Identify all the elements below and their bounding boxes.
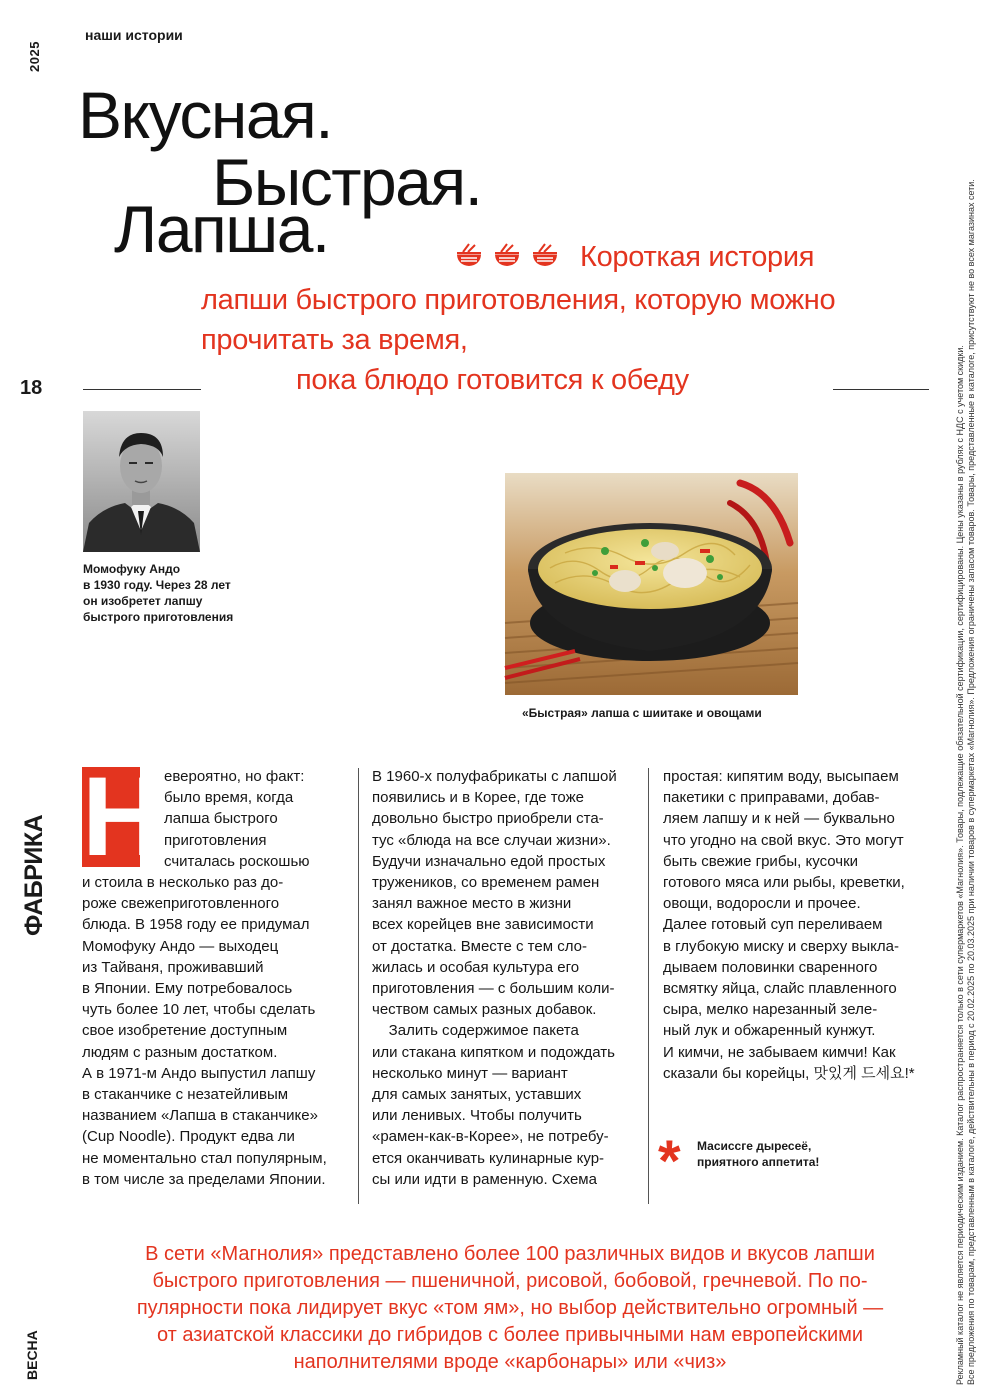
promo-block xyxy=(60,1241,960,1376)
subheadline-line-4: пока блюдо готовится к обеду xyxy=(296,364,689,396)
text-line: всех корейцев вне зависимости xyxy=(372,916,594,934)
article-column-1-bottom xyxy=(82,872,327,1190)
column-divider xyxy=(358,768,359,1204)
subheadline-line-2: лапши быстрого приготовления, которую можно xyxy=(201,284,836,316)
subheadline-line-1: Короткая история xyxy=(580,241,815,273)
text-line: в Японии. Ему потребовалось xyxy=(82,980,293,998)
caption-line: быстрого приготовления xyxy=(83,610,234,624)
headline-line-2: Быстрая. xyxy=(212,145,482,219)
noodle-bowl-photo xyxy=(505,473,798,695)
text-line: блюда. В 1958 году ее придумал xyxy=(82,916,310,934)
rail-brand xyxy=(20,814,50,936)
photo-caption: «Быстрая» лапша с шиитаке и овощами xyxy=(522,706,762,720)
portrait-caption xyxy=(83,561,253,625)
text-line: Будучи изначально едой простых xyxy=(372,852,606,870)
bowl-icons xyxy=(455,243,559,269)
subheadline-line-3: прочитать за время, xyxy=(201,324,468,356)
portrait-illustration xyxy=(83,411,200,552)
text-line: или стакана кипятком и подождать xyxy=(372,1043,615,1061)
text-line: сы или идти в раменную. Схема xyxy=(372,1170,597,1188)
text-line: И кимчи, не забываем кимчи! Как xyxy=(663,1043,896,1061)
text-line: Залить содержимое пакета xyxy=(372,1022,579,1040)
legal-line: Рекламный каталог не является периодическим изданием. Каталог распространяется только в сети супермаркетов «Магнолия». Товары, подлежащие обязательной сертификации, сертифицированы. Цены указаны в рублях с НДС с учетом скидки. xyxy=(955,345,965,1385)
article-column-1-top xyxy=(164,766,310,872)
text-line: ный лук и обжаренный кунжут. xyxy=(663,1022,876,1040)
portrait-photo xyxy=(83,411,200,552)
text-line: роже свежеприготовленного xyxy=(82,895,280,913)
text-line: приготовления xyxy=(164,831,267,849)
text-line: овощи, водоросли и прочее. xyxy=(663,895,861,913)
column-divider xyxy=(648,768,649,1204)
article-column-3 xyxy=(663,766,915,1084)
text-line: сказали бы корейцы, 맛있게 드세요!* xyxy=(663,1064,915,1082)
promo-line: пулярности пока лидирует вкус «том ям», но выбор действительно огромный — xyxy=(136,1297,884,1319)
text-line: свое изобретение доступным xyxy=(82,1022,288,1040)
text-line: довольно быстро приобрели ста- xyxy=(372,810,604,828)
text-line: быть свежие грибы, кусочки xyxy=(663,852,859,870)
text-line: простая: кипятим воду, высыпаем xyxy=(663,768,899,785)
rail-year-text: 2025 xyxy=(27,41,42,72)
text-line: сыра, мелко нарезанный зеле- xyxy=(663,1001,878,1019)
text-line: от достатка. Вместе с тем сло- xyxy=(372,937,587,955)
text-line: лапша быстрого xyxy=(164,810,278,828)
caption-line: Момофуку Андо xyxy=(83,562,181,576)
text-line: тус «блюда на все случаи жизни». xyxy=(372,831,611,849)
text-line: было время, когда xyxy=(164,789,294,807)
footnote-line: Масиссге дыресеё, xyxy=(697,1139,812,1153)
text-line: всмятку яйца, слайс плавленного xyxy=(663,980,897,998)
text-line: В 1960-х полуфабрикаты с лапшой xyxy=(372,768,617,785)
text-line: ется оканчивать кулинарные кур- xyxy=(372,1149,605,1167)
text-line: в стаканчике с незатейливым xyxy=(82,1086,289,1104)
caption-line: он изобретет лапшу xyxy=(83,594,203,608)
text-line: занял важное место в жизни xyxy=(372,895,572,913)
text-line: евероятно, но факт: xyxy=(164,768,305,785)
headline-line-1: Вкусная. xyxy=(78,78,333,152)
text-line: считалась роскошью xyxy=(164,852,310,870)
text-line: или ленивых. Чтобы получить xyxy=(372,1107,582,1125)
text-line: ляем лапшу и к ней — буквально xyxy=(663,810,895,828)
text-line: что угодно на свой вкус. Это могут xyxy=(663,831,904,849)
rail-year xyxy=(27,34,47,74)
noodle-bowl-illustration xyxy=(505,473,798,695)
text-line: появились и в Корее, где тоже xyxy=(372,789,584,807)
rail-season-text: ВЕСНА xyxy=(24,1330,40,1380)
legal-line: Все предложения по товарам, представленным в каталоге, действительны в период с 20.02.2025 по 20.03.2025 при наличии товаров в супермаркетах «Магнолия». Предложения ограничены запасом товаров. Товары, представленные в каталоге, присутствуют не во всех магазинах сети. xyxy=(966,179,976,1385)
promo-line: В сети «Магнолия» представлено более 100 различных видов и вкусов лапши xyxy=(145,1243,875,1265)
divider-left xyxy=(83,389,201,390)
text-line: Момофуку Андо — выходец xyxy=(82,937,279,955)
headline-line-3: Лапша. xyxy=(114,192,329,266)
article-column-2 xyxy=(372,766,617,1190)
text-line: из Тайваня, проживавший xyxy=(82,958,264,976)
divider-right xyxy=(833,389,929,390)
promo-line: быстрого приготовления — пшеничной, рисовой, бобовой, гречневой. По по- xyxy=(152,1270,868,1292)
text-line: в глубокую миску и сверху выкла- xyxy=(663,937,899,955)
text-line: пакетики с приправами, добав- xyxy=(663,789,880,807)
text-line: жилась и особая культура его xyxy=(372,958,580,976)
rail-season xyxy=(24,1320,44,1380)
noodle-bowl-icon xyxy=(493,243,521,269)
footnote-asterisk-icon: * xyxy=(658,1129,681,1194)
rail-brand-text: ФАБРИКА xyxy=(20,814,48,936)
text-line: приготовления — с большим коли- xyxy=(372,980,615,998)
text-line: и стоила в несколько раз до- xyxy=(82,874,284,891)
text-line: людям с разным достатком. xyxy=(82,1043,278,1061)
text-line: дываем половинки сваренного xyxy=(663,958,878,976)
section-label: наши истории xyxy=(85,27,183,43)
noodle-bowl-icon xyxy=(531,243,559,269)
text-line: «рамен-как-в-Корее», не потребу- xyxy=(372,1128,609,1146)
footnote-line: приятного аппетита! xyxy=(697,1155,820,1169)
text-line: для самых занятых, уставших xyxy=(372,1086,582,1104)
text-line: чуть более 10 лет, чтобы сделать xyxy=(82,1001,316,1019)
dropcap: Н xyxy=(82,754,163,879)
page-number: 18 xyxy=(20,377,43,399)
text-line: названием «Лапша в стаканчике» xyxy=(82,1107,318,1125)
noodle-bowl-icon xyxy=(455,243,483,269)
text-line: Далее готовый суп переливаем xyxy=(663,916,883,934)
promo-line: от азиатской классики до гибридов с более привычными нам европейскими xyxy=(156,1324,864,1346)
text-line: в том числе за пределами Японии. xyxy=(82,1170,326,1188)
text-line: несколько минут — вариант xyxy=(372,1064,568,1082)
promo-line: наполнителями вроде «карбонары» или «чиз» xyxy=(293,1351,727,1373)
text-line: не моментально стал популярным, xyxy=(82,1149,327,1167)
legal-disclaimer xyxy=(955,85,977,1385)
caption-line: в 1930 году. Через 28 лет xyxy=(83,578,231,592)
text-line: чеством самых разных добавок. xyxy=(372,1001,597,1019)
text-line: тружеников, со временем рамен xyxy=(372,874,600,892)
text-line: готового мяса или рыбы, креветки, xyxy=(663,874,905,892)
footnote xyxy=(697,1138,847,1170)
text-line: А в 1971-м Андо выпустил лапшу xyxy=(82,1064,316,1082)
text-line: (Cup Noodle). Продукт едва ли xyxy=(82,1128,295,1146)
